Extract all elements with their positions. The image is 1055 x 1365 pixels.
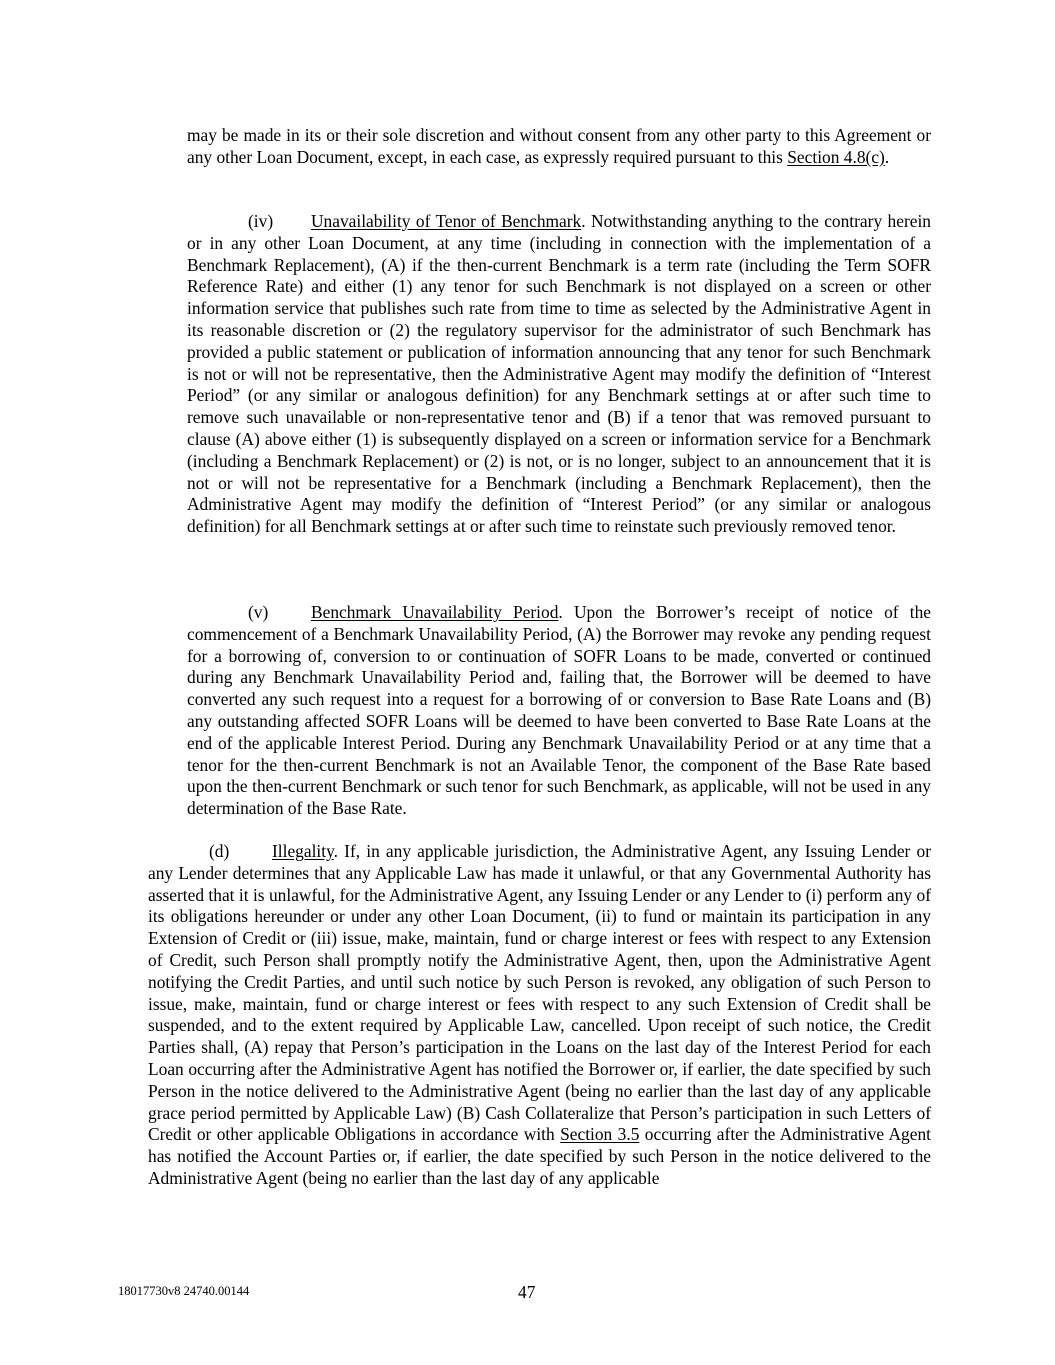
paragraph-text: may be made in its or their sole discretion and without consent from any other party to this Agreement or any other Loan Document, except, in each case, as expressly required pursuant to this bbox=[187, 125, 931, 167]
paragraph-d bbox=[148, 841, 931, 1190]
clause-number: (v) bbox=[248, 602, 269, 622]
document-id: 18017730v8 24740.00144 bbox=[118, 1284, 250, 1298]
paragraph-continuation bbox=[187, 125, 931, 169]
clause-body: . Notwithstanding anything to the contrary herein or in any other Loan Document, at any time (including in connection with the implementation of a Benchmark Replacement), (A) if the then-current Benchmark is a term rate (including the Term SOFR Reference Rate) and either (1) any tenor for such Benchmark is not displayed on a screen or other information service that publishes such rate from time to time as selected by the Administrative Agent in its reasonable discretion or (2) the regulatory supervisor for the administrator of such Benchmark has provided a public statement or publication of information announcing that any tenor for such Benchmark is not or will not be representative, then the Administrative Agent may modify the definition of “Interest Period” (or any similar or analogous definition) for any Benchmark settings at or after such time to remove such unavailable or non-representative tenor and (B) if a tenor that was removed pursuant to clause (A) above either (1) is subsequently displayed on a screen or information service for a Benchmark (including a Benchmark Replacement) or (2) is not, or is no longer, subject to an announcement that it is not or will not be representative for a Benchmark (including a Benchmark Replacement), then the Administrative Agent may modify the definition of “Interest Period” (or any similar or analogous definition) for all Benchmark settings at or after such time to reinstate such previously removed tenor. bbox=[187, 211, 931, 537]
clause-body: . If, in any applicable jurisdiction, the Administrative Agent, any Issuing Lender or any Lender determines that any Applicable Law has made it unlawful, or that any Governmental Authority has asserted that it is unlawful, for the Administrative Agent, any Issuing Lender or any Lender to (i) perform any of its obligations hereunder or under any other Loan Document, (ii) to fund or maintain its participation in any Extension of Credit or (iii) issue, make, maintain, fund or charge interest or fees with respect to any Extension of Credit, such Person shall promptly notify the Administrative Agent, then, upon the Administrative Agent notifying the Credit Parties, and until such notice by such Person is revoked, any obligation of such Person to issue, make, maintain, fund or charge interest or fees with respect to any such Extension of Credit shall be suspended, and to the extent required by Applicable Law, cancelled. Upon receipt of such notice, the Credit Parties shall, (A) repay that Person’s participation in the Loans on the last day of the Interest Period for each Loan occurring after the Administrative Agent has notified the Borrower or, if earlier, the date specified by such Person in the notice delivered to the Administrative Agent (being no earlier than the last day of any applicable grace period permitted by Applicable Law) (B) Cash Collateralize that Person’s participation in such Letters of Credit or other applicable Obligations in accordance with bbox=[148, 841, 931, 1145]
clause-number: (d) bbox=[209, 841, 230, 861]
paragraph-end: . bbox=[884, 146, 890, 167]
clause-heading: Benchmark Unavailability Period bbox=[311, 602, 559, 622]
clause-heading: Illegality bbox=[272, 841, 334, 861]
page-number: 47 bbox=[518, 1282, 536, 1302]
section-reference-link[interactable]: Section 4.8(c) bbox=[787, 146, 885, 167]
clause-number: (iv) bbox=[248, 211, 274, 231]
clause-body-tail: occurring after the Administrative Agent has notified the Account Parties or, if earlier, the date specified by such Person in the notice delivered to the Administrative Agent (being no earlier than the last day of any applicable bbox=[148, 1124, 931, 1188]
clause-heading: Unavailability of Tenor of Benchmark bbox=[311, 211, 582, 231]
paragraph-v bbox=[187, 602, 931, 820]
clause-body: . Upon the Borrower’s receipt of notice of the commencement of a Benchmark Unavailability Period, (A) the Borrower may revoke any pending request for a borrowing of, conversion to or continuation of SOFR Loans to be made, converted or continued during any Benchmark Unavailability Period and, failing that, the Borrower will be deemed to have converted any such request into a request for a borrowing of or conversion to Base Rate Loans and (B) any outstanding affected SOFR Loans will be deemed to have been converted to Base Rate Loans at the end of the applicable Interest Period. During any Benchmark Unavailability Period or at any time that a tenor for the then-current Benchmark is not an Available Tenor, the component of the Base Rate based upon the then-current Benchmark or such tenor for such Benchmark, as applicable, will not be used in any determination of the Base Rate. bbox=[187, 602, 931, 819]
section-reference-link[interactable]: Section 3.5 bbox=[560, 1124, 640, 1145]
paragraph-iv bbox=[187, 211, 931, 538]
